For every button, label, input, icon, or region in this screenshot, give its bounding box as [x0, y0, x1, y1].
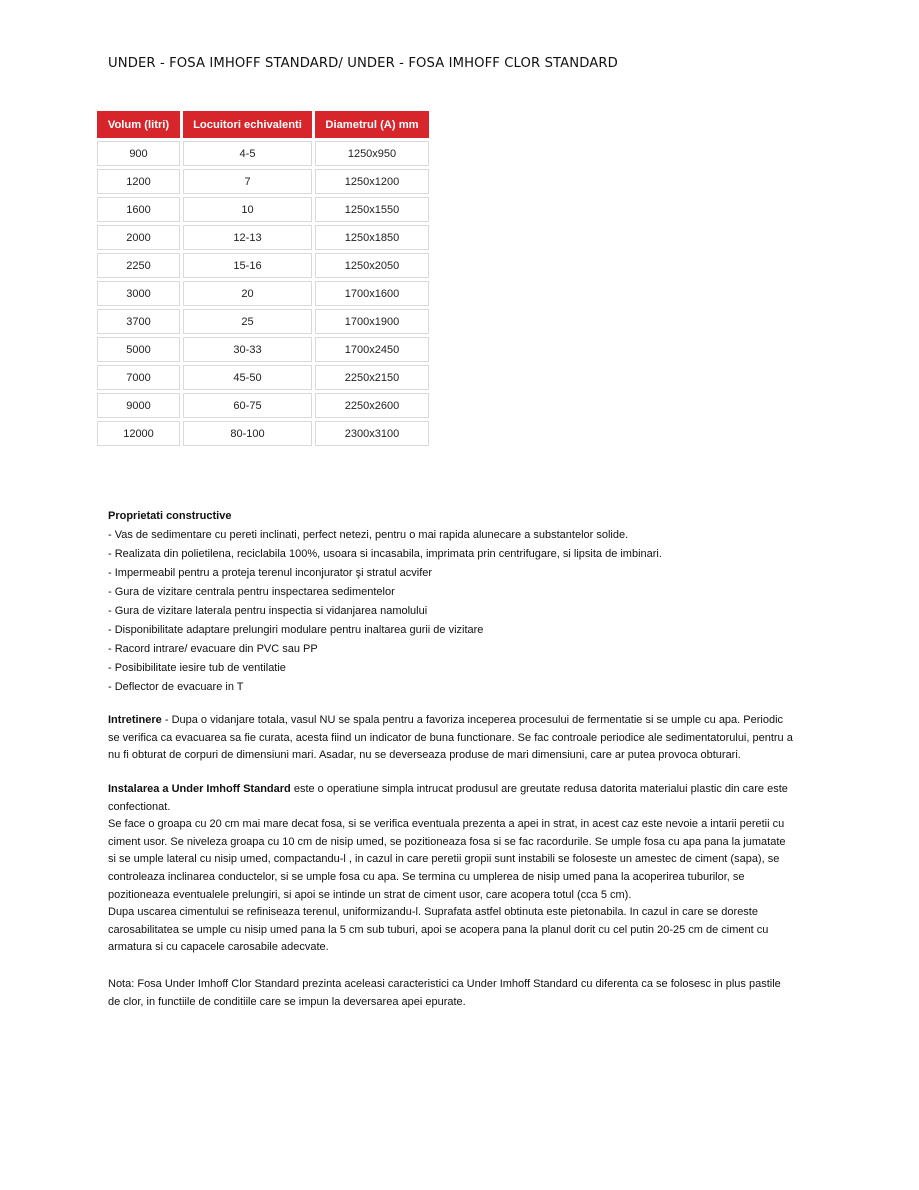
installation-lines — [108, 799, 828, 957]
properties-section — [108, 507, 828, 697]
volume-cell: 1200 — [97, 169, 180, 194]
maintenance-section — [108, 712, 828, 765]
inhabitants-cell: 25 — [183, 309, 312, 334]
property-item: - Deflector de evacuare in T — [108, 681, 244, 693]
installation-lead: Instalarea a Under Imhoff Standard — [108, 783, 291, 795]
diameter-cell: 1250x1200 — [315, 169, 429, 194]
diameter-cell: 1250x1850 — [315, 225, 429, 250]
volume-cell: 1600 — [97, 197, 180, 222]
volume-cell: 7000 — [97, 365, 180, 390]
volume-cell: 2000 — [97, 225, 180, 250]
table-row — [97, 253, 429, 278]
header-diameter: Diametrul (A) mm — [315, 111, 429, 138]
inhabitants-cell: 60-75 — [183, 393, 312, 418]
inhabitants-cell: 15-16 — [183, 253, 312, 278]
document-title: UNDER - FOSA IMHOFF STANDARD/ UNDER - FOSA IMHOFF CLOR STANDARD — [108, 56, 618, 71]
volume-cell: 900 — [97, 141, 180, 166]
maintenance-lines — [108, 730, 828, 765]
volume-cell: 3700 — [97, 309, 180, 334]
properties-heading: Proprietati constructive — [108, 510, 232, 522]
note-line: Nota: Fosa Under Imhoff Clor Standard prezinta aceleasi caracteristici ca Under Imhoff Standard cu diferenta ca se folosesc in plus pastile — [108, 978, 781, 990]
installation-line: carosabilitatea se umple cu nisip umed pana la 5 cm sub tuburi, apoi se acopera pana la planul dorit cu cel putin 20-25 cm de ciment cu — [108, 923, 769, 936]
installation-line: confectionat. — [108, 800, 171, 813]
table-row — [97, 281, 429, 306]
table-row — [97, 309, 429, 334]
installation-line: si se umple lateral cu nisip umed, compactandu-l , in cazul in care peretii gropii sunt instabili se foloseste un amestec de ciment (sapa), se — [108, 853, 780, 866]
inhabitants-cell: 80-100 — [183, 421, 312, 446]
property-item: - Gura de vizitare centrala pentru inspectarea sedimentelor — [108, 586, 395, 598]
inhabitants-cell: 20 — [183, 281, 312, 306]
note-section — [108, 976, 828, 1011]
volume-cell: 5000 — [97, 337, 180, 362]
volume-cell: 2250 — [97, 253, 180, 278]
diameter-cell: 1700x2450 — [315, 337, 429, 362]
table-row — [97, 141, 429, 166]
maintenance-text: - Dupa o vidanjare totala, vasul NU se spala pentru a favoriza inceperea procesului de fermentatie si se umple cu apa. Periodic — [161, 714, 784, 726]
diameter-cell: 2300x3100 — [315, 421, 429, 446]
maintenance-line: se verifica ca evacuarea sa fie curata, acesta fiind un indicator de buna functionare. Se fac controale periodice ale sedimentatorului, pentru a — [108, 731, 793, 744]
header-volume: Volum (litri) — [97, 111, 180, 138]
table-row — [97, 421, 429, 446]
inhabitants-cell: 7 — [183, 169, 312, 194]
volume-cell: 3000 — [97, 281, 180, 306]
diameter-cell: 2250x2150 — [315, 365, 429, 390]
inhabitants-cell: 4-5 — [183, 141, 312, 166]
table-row — [97, 225, 429, 250]
volume-cell: 12000 — [97, 421, 180, 446]
note-lines — [108, 976, 828, 1011]
diameter-cell: 1700x1900 — [315, 309, 429, 334]
header-inhabitants: Locuitori echivalenti — [183, 111, 312, 138]
table-body — [97, 141, 429, 446]
properties-list — [108, 526, 828, 697]
table-row — [97, 393, 429, 418]
inhabitants-cell: 10 — [183, 197, 312, 222]
property-item: - Vas de sedimentare cu pereti inclinati, perfect netezi, pentru o mai rapida alunecare a substantelor solide. — [108, 529, 629, 541]
installation-line: controleaza inclinarea conductelor, si se umple fosa cu apa. Se termina cu umplerea de nisip umed pana la acoperirea tuburilor, se — [108, 870, 745, 883]
installation-line: Dupa uscarea cimentului se refiniseaza terenul, uniformizandu-l. Suprafata astfel obtinuta este pietonabila. In cazul in care se doreste — [108, 906, 758, 919]
property-item: - Impermeabil pentru a proteja terenul inconjurator şi stratul acvifer — [108, 567, 433, 579]
table-header — [97, 111, 429, 138]
installation-section — [108, 781, 828, 957]
property-item: - Posibibilitate iesire tub de ventilatie — [108, 662, 286, 674]
inhabitants-cell: 30-33 — [183, 337, 312, 362]
diameter-cell: 1250x950 — [315, 141, 429, 166]
installation-line: armatura si cu capacele carosabile adecvate. — [108, 941, 329, 954]
inhabitants-cell: 12-13 — [183, 225, 312, 250]
table-row — [97, 197, 429, 222]
property-item: - Racord intrare/ evacuare din PVC sau PP — [108, 643, 318, 655]
table-row — [97, 337, 429, 362]
volume-cell: 9000 — [97, 393, 180, 418]
installation-line: pozitioneaza eventualele prelungiri, si apoi se intinde un strat de ciment usor, care acopera totul (cca 5 cm). — [108, 888, 632, 901]
specs-table — [97, 111, 429, 449]
property-item: - Realizata din polietilena, reciclabila 100%, usoara si incasabila, imprimata prin centrifugare, si lipsita de imbinari. — [108, 548, 662, 560]
table-row — [97, 169, 429, 194]
diameter-cell: 1250x1550 — [315, 197, 429, 222]
table-row — [97, 365, 429, 390]
property-item: - Gura de vizitare laterala pentru inspectia si vidanjarea namolului — [108, 605, 428, 617]
property-item: - Disponibilitate adaptare prelungiri modulare pentru inaltarea gurii de vizitare — [108, 624, 484, 636]
maintenance-lead: Intretinere — [108, 714, 162, 726]
maintenance-line: nu fi obturat de corpuri de dimensiuni mari. Asadar, nu se deverseaza produse de mari dimensiuni, care ar putea provoca obturari. — [108, 749, 741, 762]
diameter-cell: 1700x1600 — [315, 281, 429, 306]
note-line: de clor, in functiile de conditiile care se impun la deversarea apei epurate. — [108, 995, 466, 1008]
diameter-cell: 1250x2050 — [315, 253, 429, 278]
inhabitants-cell: 45-50 — [183, 365, 312, 390]
installation-text: este o operatiune simpla intrucat produsul are greutate redusa datorita materialui plastic din care este — [290, 783, 788, 795]
diameter-cell: 2250x2600 — [315, 393, 429, 418]
installation-line: ciment usor. Se niveleza groapa cu 10 cm de nisip umed, se pozitioneaza fosa si se fac racordurile. Se umple fosa cu apa pana la jumatate — [108, 835, 786, 848]
installation-line: Se face o groapa cu 20 cm mai mare decat fosa, si se verifica eventuala prezenta a apei in strat, in acest caz este nevoie a intarii peretii cu — [108, 818, 785, 831]
